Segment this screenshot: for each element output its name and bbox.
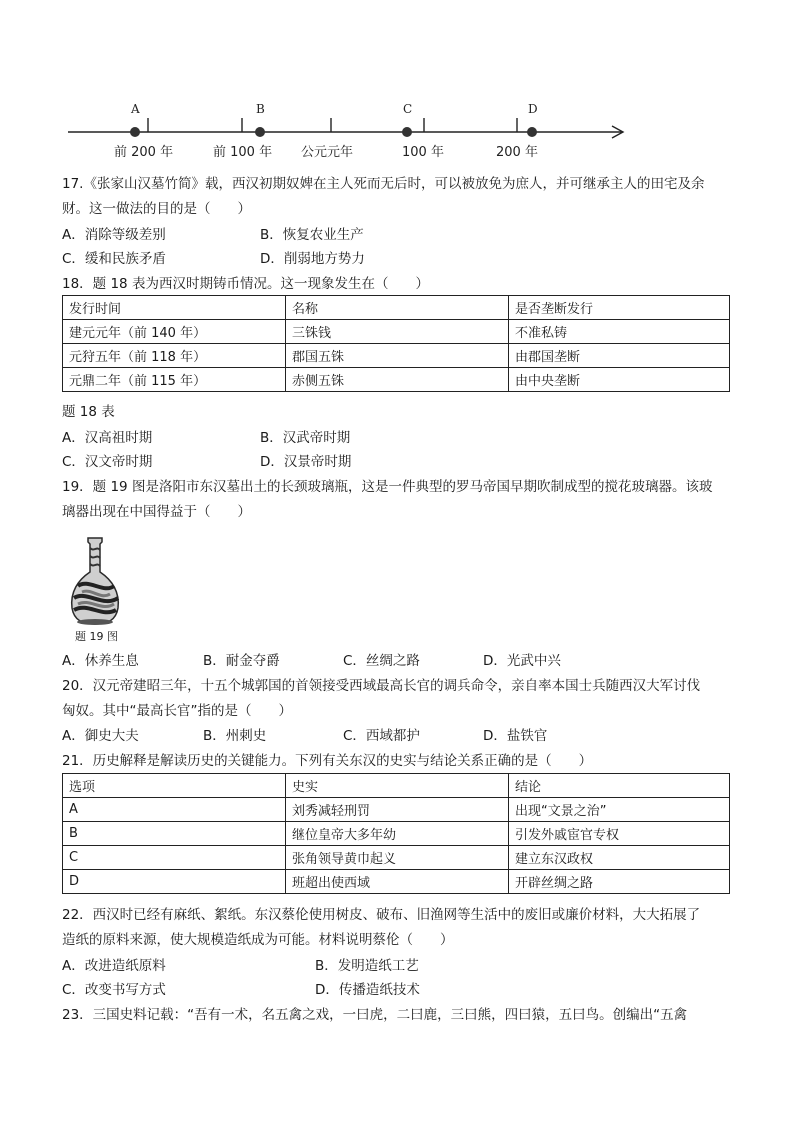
table-header: 选项 bbox=[63, 774, 286, 798]
q22-option-d[interactable]: D．传播造纸技术 bbox=[315, 982, 420, 998]
point-label-c: C bbox=[403, 102, 413, 116]
q18-option-a[interactable]: A．汉高祖时期 bbox=[62, 430, 153, 446]
table-cell: 三铢钱 bbox=[286, 320, 509, 344]
q22-option-a[interactable]: A．改进造纸原料 bbox=[62, 958, 166, 974]
table-row bbox=[63, 344, 730, 368]
q17-option-a[interactable]: A．消除等级差别 bbox=[62, 227, 166, 243]
q18-option-c[interactable]: C．汉文帝时期 bbox=[62, 454, 153, 470]
q17-option-b[interactable]: B．恢复农业生产 bbox=[260, 227, 364, 243]
table-header: 结论 bbox=[509, 774, 730, 798]
point-c bbox=[402, 127, 412, 137]
tick-label: 前 200 年 bbox=[114, 145, 174, 160]
table-cell: B bbox=[63, 822, 286, 846]
q22-option-b[interactable]: B．发明造纸工艺 bbox=[315, 958, 419, 974]
table-row bbox=[63, 870, 730, 894]
table-cell: 引发外戚宦官专权 bbox=[509, 822, 730, 846]
table-cell: 由中央垄断 bbox=[509, 368, 730, 392]
table-row bbox=[63, 798, 730, 822]
table-row bbox=[63, 846, 730, 870]
q20-option-d[interactable]: D．盐铁官 bbox=[483, 728, 548, 744]
timeline bbox=[60, 92, 640, 168]
q18-option-b[interactable]: B．汉武帝时期 bbox=[260, 430, 351, 446]
glass-vase-image bbox=[64, 534, 126, 628]
table-row bbox=[63, 320, 730, 344]
table-header: 史实 bbox=[286, 774, 509, 798]
table-cell: D bbox=[63, 870, 286, 894]
table-header: 名称 bbox=[286, 296, 509, 320]
tick-label: 前 100 年 bbox=[213, 145, 273, 160]
question-23-stem: 23．三国史料记载：“吾有一术，名五禽之戏，一曰虎，二曰鹿，三曰熊，四曰猿，五曰鸟。创编出“五禽 bbox=[62, 1007, 688, 1023]
point-d bbox=[527, 127, 537, 137]
point-label-a: A bbox=[131, 102, 140, 116]
point-label-d: D bbox=[528, 102, 538, 116]
table-cell: 刘秀减轻刑罚 bbox=[286, 798, 509, 822]
point-label-b: B bbox=[256, 102, 265, 116]
question-17-stem-cont: 财。这一做法的目的是（ ） bbox=[62, 201, 251, 217]
question-20-stem: 20．汉元帝建昭三年，十五个城郭国的首领接受西域最高长官的调兵命令，亲自率本国士兵随西汉大军讨伐 bbox=[62, 678, 701, 694]
question-21-stem: 21．历史解释是解读历史的关键能力。下列有关东汉的史实与结论关系正确的是（ ） bbox=[62, 753, 593, 769]
q21-table bbox=[62, 773, 730, 894]
table-cell: 赤侧五铢 bbox=[286, 368, 509, 392]
q18-table-caption: 题 18 表 bbox=[62, 404, 115, 420]
point-a bbox=[130, 127, 140, 137]
q18-table bbox=[62, 295, 730, 392]
question-17-stem: 17.《张家山汉墓竹简》载，西汉初期奴婢在主人死而无后时，可以被放免为庶人，并可继承主人的田宅及余 bbox=[62, 176, 705, 192]
q19-option-b[interactable]: B．耐金夺爵 bbox=[203, 653, 280, 669]
q20-option-c[interactable]: C．西域都护 bbox=[343, 728, 420, 744]
table-cell: 元狩五年（前 118 年） bbox=[63, 344, 286, 368]
q18-option-d[interactable]: D．汉景帝时期 bbox=[260, 454, 352, 470]
point-b bbox=[255, 127, 265, 137]
table-cell: A bbox=[63, 798, 286, 822]
tick-label: 200 年 bbox=[496, 145, 538, 160]
table-cell: 建立东汉政权 bbox=[509, 846, 730, 870]
table-cell: 继位皇帝大多年幼 bbox=[286, 822, 509, 846]
q19-option-c[interactable]: C．丝绸之路 bbox=[343, 653, 420, 669]
table-header: 是否垄断发行 bbox=[509, 296, 730, 320]
q17-option-d[interactable]: D．削弱地方势力 bbox=[260, 251, 365, 267]
question-18-stem: 18．题 18 表为西汉时期铸币情况。这一现象发生在（ ） bbox=[62, 276, 429, 292]
table-cell: 不准私铸 bbox=[509, 320, 730, 344]
table-cell: 建元元年（前 140 年） bbox=[63, 320, 286, 344]
table-row bbox=[63, 368, 730, 392]
table-header-row bbox=[63, 774, 730, 798]
table-cell: 元鼎二年（前 115 年） bbox=[63, 368, 286, 392]
q19-option-a[interactable]: A．休养生息 bbox=[62, 653, 139, 669]
question-22-stem: 22．西汉时已经有麻纸、絮纸。东汉蔡伦使用树皮、破布、旧渔网等生活中的废旧或廉价材料，大大拓展了 bbox=[62, 907, 701, 923]
table-cell: C bbox=[63, 846, 286, 870]
tick-label: 100 年 bbox=[402, 145, 444, 160]
q17-option-c[interactable]: C．缓和民族矛盾 bbox=[62, 251, 166, 267]
table-cell: 班超出使西域 bbox=[286, 870, 509, 894]
q20-option-a[interactable]: A．御史大夫 bbox=[62, 728, 139, 744]
table-header: 发行时间 bbox=[63, 296, 286, 320]
tick-label: 公元元年 bbox=[301, 145, 354, 160]
question-19-stem: 19．题 19 图是洛阳市东汉墓出土的长颈玻璃瓶，这是一件典型的罗马帝国早期吹制成型的搅花玻璃器。该玻 bbox=[62, 479, 713, 495]
question-22-stem-cont: 造纸的原料来源，使大规模造纸成为可能。材料说明蔡伦（ ） bbox=[62, 932, 454, 948]
table-header-row bbox=[63, 296, 730, 320]
table-cell: 张角领导黄巾起义 bbox=[286, 846, 509, 870]
table-cell: 郡国五铢 bbox=[286, 344, 509, 368]
table-cell: 出现“文景之治” bbox=[509, 798, 730, 822]
table-cell: 开辟丝绸之路 bbox=[509, 870, 730, 894]
table-row bbox=[63, 822, 730, 846]
question-20-stem-cont: 匈奴。其中“最高长官”指的是（ ） bbox=[62, 703, 292, 719]
q22-option-c[interactable]: C．改变书写方式 bbox=[62, 982, 166, 998]
question-19-stem-cont: 璃器出现在中国得益于（ ） bbox=[62, 504, 251, 520]
q19-figure-caption: 题 19 图 bbox=[75, 630, 118, 643]
q20-option-b[interactable]: B．州刺史 bbox=[203, 728, 267, 744]
q19-option-d[interactable]: D．光武中兴 bbox=[483, 653, 561, 669]
table-cell: 由郡国垄断 bbox=[509, 344, 730, 368]
